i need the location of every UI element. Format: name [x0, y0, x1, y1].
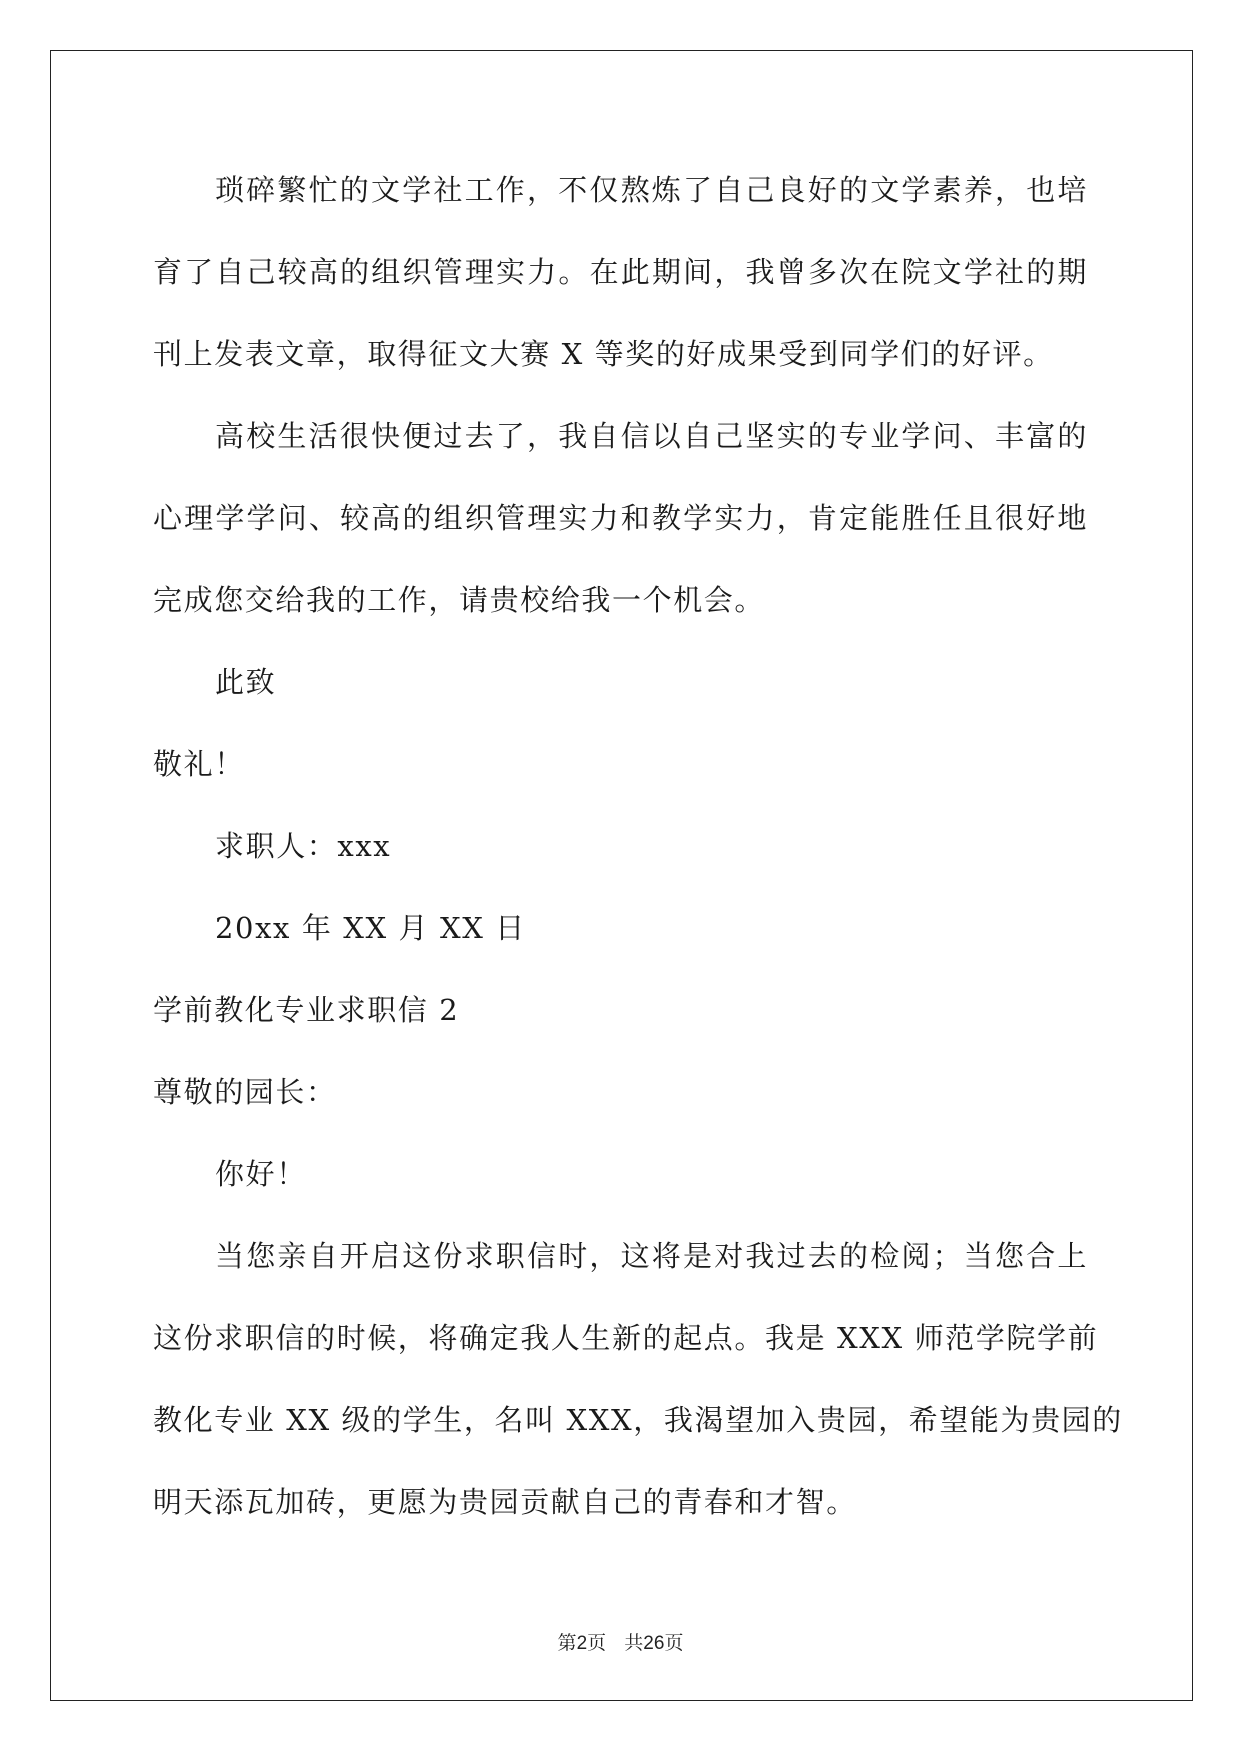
- page-number: 2: [576, 1633, 588, 1654]
- greeting-line: 你好！: [215, 1157, 307, 1191]
- paragraph-line: 育了自己较高的组织管理实力。在此期间，我曾多次在院文学社的期: [153, 255, 1088, 289]
- paragraph-line: 教化专业 XX 级的学生，名叫 XXX，我渴望加入贵园，希望能为贵园的: [153, 1403, 1123, 1437]
- page-suffix: 页: [587, 1632, 607, 1654]
- paragraph-line: 刊上发表文章，取得征文大赛 X 等奖的好成果受到同学们的好评。: [153, 337, 1054, 371]
- greeting-line: 尊敬的园长：: [153, 1075, 337, 1109]
- paragraph-line: 心理学学问、较高的组织管理实力和教学实力，肯定能胜任且很好地: [153, 501, 1088, 535]
- paragraph-line: 当您亲自开启这份求职信时，这将是对我过去的检阅；当您合上: [215, 1239, 1088, 1273]
- date-line: 20xx 年 XX 月 XX 日: [215, 911, 526, 945]
- salutation-line: 敬礼！: [153, 747, 245, 781]
- page-prefix: 第: [557, 1632, 577, 1654]
- document-body: [153, 160, 1123, 1554]
- section-title: 学前教化专业求职信 2: [153, 993, 460, 1027]
- total-suffix: 页: [664, 1632, 684, 1654]
- paragraph-line: 这份求职信的时候，将确定我人生新的起点。我是 XXX 师范学院学前: [153, 1321, 1099, 1355]
- paragraph-line: 琐碎繁忙的文学社工作，不仅熬炼了自己良好的文学素养，也培: [215, 173, 1088, 207]
- paragraph-line: 高校生活很快便过去了，我自信以自己坚实的专业学问、丰富的: [215, 419, 1088, 453]
- total-pages: 26: [643, 1633, 665, 1654]
- paragraph-line: 明天添瓦加砖，更愿为贵园贡献自己的青春和才智。: [153, 1485, 857, 1519]
- total-prefix: 共: [624, 1632, 644, 1654]
- applicant-line: 求职人：xxx: [215, 829, 392, 863]
- paragraph-line: 完成您交给我的工作，请贵校给我一个机会。: [153, 583, 766, 617]
- page-footer: [0, 1628, 1241, 1655]
- closing-line: 此致: [215, 665, 277, 699]
